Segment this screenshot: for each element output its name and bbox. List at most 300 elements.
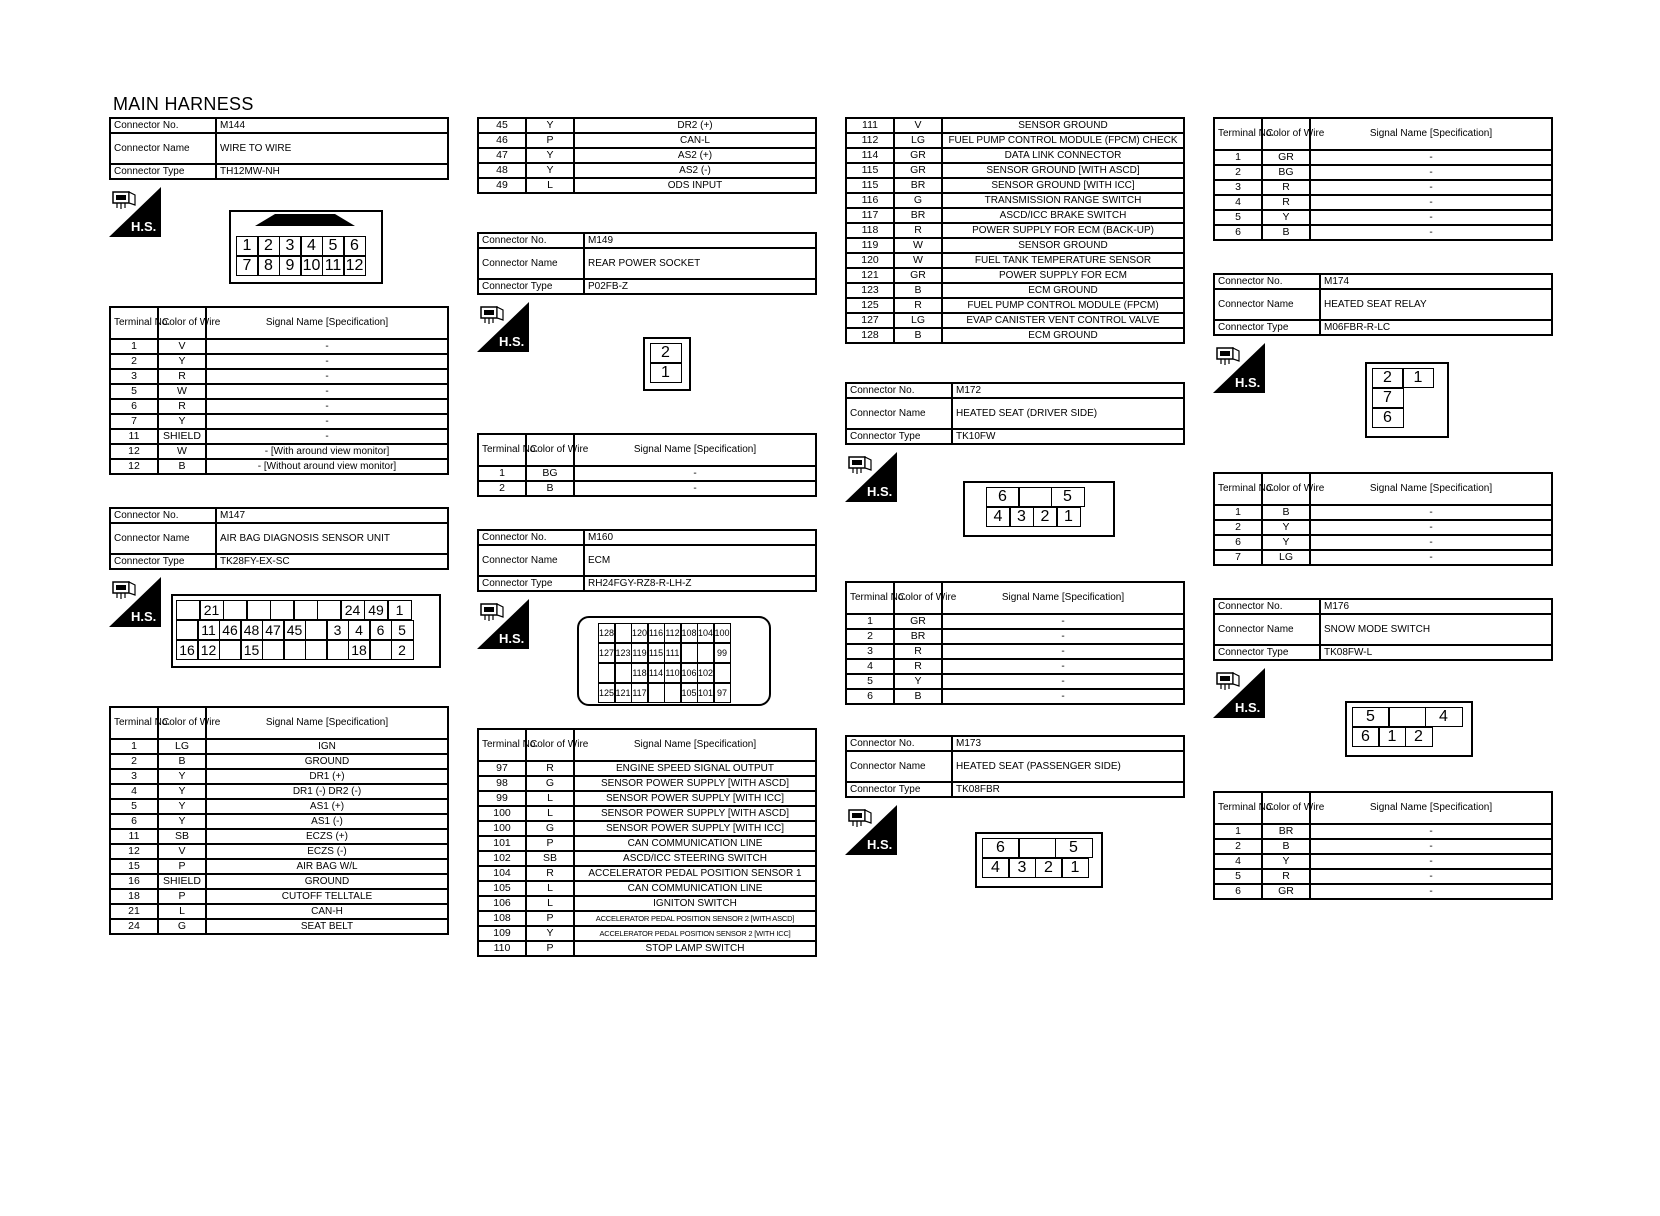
pin-cell: 128 [598, 623, 616, 643]
connector-info-m174 [1213, 273, 1553, 336]
color-cell: R [1262, 195, 1310, 210]
table-row [846, 674, 1184, 689]
table-row [1214, 839, 1552, 854]
column-1 [109, 117, 449, 935]
color-cell: P [158, 859, 206, 874]
table-row [478, 178, 816, 193]
connector-name-label: Connector Name [110, 133, 216, 164]
connector-no-label: Connector No. [846, 383, 952, 398]
pin-cell: 45 [283, 620, 306, 640]
signal-cell: - [With around view monitor] [206, 444, 448, 459]
signal-cell: - [942, 644, 1184, 659]
table-row [846, 178, 1184, 193]
pin-cell: 1 [1402, 368, 1434, 388]
terminal-cell: 11 [110, 829, 158, 844]
color-cell: Y [1262, 210, 1310, 225]
signal-cell: CUTOFF TELLTALE [206, 889, 448, 904]
color-cell: R [526, 761, 574, 776]
connector-type-value: RH24FGY-RZ8-R-LH-Z [584, 576, 816, 591]
connector-no-value: M149 [584, 233, 816, 248]
color-cell: W [894, 238, 942, 253]
pin-cell: 114 [647, 663, 665, 683]
table-row [110, 769, 448, 784]
color-cell: Y [1262, 520, 1310, 535]
table-row [110, 904, 448, 919]
table-row [110, 919, 448, 934]
color-cell: R [526, 866, 574, 881]
terminal-cell: 12 [110, 459, 158, 474]
color-cell: B [526, 481, 574, 496]
terminal-cell: 101 [478, 836, 526, 851]
signal-header: Signal Name [Specification] [1310, 473, 1552, 505]
terminal-cell: 2 [110, 754, 158, 769]
table-row [846, 238, 1184, 253]
connector-no-value: M173 [952, 736, 1184, 751]
signal-cell: FUEL PUMP CONTROL MODULE (FPCM) [942, 298, 1184, 313]
color-cell: BR [894, 629, 942, 644]
table-row [110, 444, 448, 459]
connector-name-value: HEATED SEAT (DRIVER SIDE) [952, 398, 1184, 429]
signal-cell: GROUND [206, 874, 448, 889]
pin-cell: 105 [680, 683, 698, 703]
pin-cell [176, 620, 199, 640]
svg-text:H.S.: H.S. [1235, 375, 1261, 390]
color-cell: BR [1262, 824, 1310, 839]
terminal-cell: 100 [478, 806, 526, 821]
terminal-cell: 112 [846, 133, 894, 148]
table-row [846, 614, 1184, 629]
table-row [110, 399, 448, 414]
column-3 [845, 117, 1185, 898]
pin-cell: 4 [300, 236, 323, 256]
color-cell: P [526, 836, 574, 851]
signal-cell: AS2 (-) [574, 163, 816, 178]
table-row [110, 799, 448, 814]
terminal-cell: 21 [110, 904, 158, 919]
terminal-cell: 2 [846, 629, 894, 644]
signal-cell: - [942, 614, 1184, 629]
signal-cell: - [206, 399, 448, 414]
signal-cell: - [1310, 824, 1552, 839]
terminal-header: Terminal No. [478, 434, 526, 466]
pin-cell: 123 [614, 643, 632, 663]
table-row [110, 859, 448, 874]
table-row [846, 223, 1184, 238]
terminal-cell: 7 [110, 414, 158, 429]
signal-cell: SENSOR GROUND [942, 238, 1184, 253]
pin-cell: 48 [240, 620, 263, 640]
color-cell: W [158, 444, 206, 459]
pin-cell: 6 [1352, 727, 1380, 747]
pin-cell: 4 [982, 858, 1010, 878]
table-row [478, 836, 816, 851]
connector-type-value: TK08FW-L [1320, 645, 1552, 660]
terminal-header: Terminal No. [1214, 473, 1262, 505]
pin-cell: 5 [1352, 707, 1390, 727]
signal-cell: GROUND [206, 754, 448, 769]
pin-cell: 6 [343, 236, 366, 256]
signal-cell: - [574, 481, 816, 496]
color-cell: Y [526, 118, 574, 133]
signal-header: Signal Name [Specification] [206, 707, 448, 739]
pin-cell: 6 [986, 487, 1020, 507]
pin-table-m176 [1213, 791, 1553, 900]
connector-type-label: Connector Type [846, 782, 952, 797]
pin-cell: 102 [697, 663, 715, 683]
signal-cell: FUEL TANK TEMPERATURE SENSOR [942, 253, 1184, 268]
color-cell: BG [526, 466, 574, 481]
color-cell: Y [526, 148, 574, 163]
color-cell: Y [158, 814, 206, 829]
color-cell: GR [1262, 884, 1310, 899]
signal-cell: SENSOR POWER SUPPLY [WITH ICC] [574, 821, 816, 836]
color-cell: Y [526, 926, 574, 941]
connector-name-label: Connector Name [478, 545, 584, 576]
connector-info-m160 [477, 529, 817, 592]
pin-cell: 6 [1372, 408, 1404, 428]
signal-cell: SENSOR GROUND [WITH ASCD] [942, 163, 1184, 178]
pin-cell: 119 [631, 643, 649, 663]
signal-cell: ACCELERATOR PEDAL POSITION SENSOR 2 [WITH ICC] [574, 926, 816, 941]
signal-header: Signal Name [Specification] [574, 434, 816, 466]
terminal-cell: 121 [846, 268, 894, 283]
color-cell: R [1262, 869, 1310, 884]
terminal-cell: 2 [110, 354, 158, 369]
color-cell: V [894, 118, 942, 133]
color-cell: Y [894, 674, 942, 689]
color-cell: Y [158, 769, 206, 784]
table-row [846, 659, 1184, 674]
connector-name-value: WIRE TO WIRE [216, 133, 448, 164]
terminal-cell: 46 [478, 133, 526, 148]
table-row [478, 896, 816, 911]
pin-cell [1018, 838, 1056, 858]
connector-no-value: M174 [1320, 274, 1552, 289]
color-header: Color of Wire [526, 434, 574, 466]
signal-cell: - [1310, 195, 1552, 210]
connector-face-m172 [963, 481, 1115, 537]
table-row [846, 133, 1184, 148]
signal-cell: DR2 (+) [574, 118, 816, 133]
pin-cell: 12 [197, 640, 220, 660]
terminal-cell: 118 [846, 223, 894, 238]
table-row [110, 459, 448, 474]
pin-cell: 7 [236, 256, 259, 276]
connector-name-value: AIR BAG DIAGNOSIS SENSOR UNIT [216, 523, 448, 554]
signal-cell: ENGINE SPEED SIGNAL OUTPUT [574, 761, 816, 776]
table-row [846, 268, 1184, 283]
terminal-cell: 116 [846, 193, 894, 208]
table-row [478, 821, 816, 836]
pin-cell [680, 643, 698, 663]
table-row [1214, 854, 1552, 869]
color-cell: R [894, 644, 942, 659]
pin-cell: 120 [631, 623, 649, 643]
pin-cell: 110 [664, 663, 682, 683]
pin-cell: 106 [680, 663, 698, 683]
pin-cell: 117 [631, 683, 649, 703]
pin-table-m147 [109, 706, 449, 935]
table-row [1214, 824, 1552, 839]
latch-icon [255, 210, 355, 228]
connector-no-label: Connector No. [478, 233, 584, 248]
connector-no-value: M160 [584, 530, 816, 545]
pin-cell: 2 [257, 236, 280, 256]
connector-no-label: Connector No. [478, 530, 584, 545]
terminal-header: Terminal No. [1214, 118, 1262, 150]
terminal-cell: 2 [1214, 839, 1262, 854]
signal-cell: SEAT BELT [206, 919, 448, 934]
color-cell: GR [1262, 150, 1310, 165]
pin-table-m174 [1213, 472, 1553, 566]
terminal-header: Terminal No. [110, 307, 158, 339]
signal-cell: - [206, 354, 448, 369]
color-cell: L [526, 881, 574, 896]
pin-cell [713, 663, 731, 683]
page-title: MAIN HARNESS [113, 94, 254, 114]
color-cell: R [158, 399, 206, 414]
signal-cell: - [206, 384, 448, 399]
color-header: Color of Wire [894, 582, 942, 614]
table-row [478, 163, 816, 178]
table-row [1214, 520, 1552, 535]
table-row [478, 881, 816, 896]
table-row [1214, 150, 1552, 165]
connector-type-value: TK08FBR [952, 782, 1184, 797]
terminal-cell: 11 [110, 429, 158, 444]
pin-cell: 1 [1378, 727, 1406, 747]
connector-name-label: Connector Name [110, 523, 216, 554]
color-cell: LG [158, 739, 206, 754]
terminal-cell: 4 [1214, 854, 1262, 869]
terminal-header: Terminal No. [478, 729, 526, 761]
connector-no-value: M144 [216, 118, 448, 133]
table-row [110, 354, 448, 369]
signal-header: Signal Name [Specification] [942, 582, 1184, 614]
color-header: Color of Wire [526, 729, 574, 761]
terminal-cell: 3 [110, 769, 158, 784]
table-row [110, 844, 448, 859]
pin-cell: 121 [614, 683, 632, 703]
color-cell: V [158, 339, 206, 354]
connector-type-value: M06FBR-R-LC [1320, 320, 1552, 335]
signal-cell: SENSOR POWER SUPPLY [WITH ASCD] [574, 806, 816, 821]
terminal-cell: 3 [110, 369, 158, 384]
table-row [846, 193, 1184, 208]
pin-cell: 1 [1056, 507, 1081, 527]
pin-cell: 127 [598, 643, 616, 663]
pin-table-m149 [477, 433, 817, 497]
connector-name-label: Connector Name [846, 751, 952, 782]
signal-cell: TRANSMISSION RANGE SWITCH [942, 193, 1184, 208]
connector-type-label: Connector Type [846, 429, 952, 444]
color-cell: G [894, 193, 942, 208]
pin-cell [1018, 487, 1052, 507]
connector-face-m160 [577, 616, 771, 706]
pin-cell [246, 600, 271, 620]
pin-cell: 2 [1405, 727, 1433, 747]
terminal-cell: 106 [478, 896, 526, 911]
terminal-cell: 5 [1214, 210, 1262, 225]
signal-cell: - [206, 339, 448, 354]
terminal-cell: 24 [110, 919, 158, 934]
color-header: Color of Wire [1262, 792, 1310, 824]
terminal-cell: 109 [478, 926, 526, 941]
pin-cell [283, 640, 306, 660]
pin-cell: 97 [713, 683, 731, 703]
pin-cell: 115 [647, 643, 665, 663]
signal-cell: - [942, 659, 1184, 674]
color-cell: V [158, 844, 206, 859]
pin-cell: 2 [650, 343, 682, 363]
svg-text:H.S.: H.S. [499, 334, 525, 349]
terminal-cell: 110 [478, 941, 526, 956]
table-row [110, 889, 448, 904]
connector-face-m144 [229, 210, 383, 284]
signal-cell: - [Without around view monitor] [206, 459, 448, 474]
signal-header: Signal Name [Specification] [206, 307, 448, 339]
color-cell: R [894, 223, 942, 238]
pin-cell: 47 [262, 620, 285, 640]
table-row [110, 429, 448, 444]
pin-table-m160 [477, 728, 817, 957]
harness-side-icon [477, 599, 529, 649]
table-row [110, 874, 448, 889]
color-header: Color of Wire [1262, 118, 1310, 150]
table-row [478, 791, 816, 806]
color-cell: B [894, 328, 942, 343]
pin-cell [262, 640, 285, 660]
signal-cell: SENSOR GROUND [WITH ICC] [942, 178, 1184, 193]
pin-cell: 2 [391, 640, 414, 660]
terminal-cell: 115 [846, 163, 894, 178]
terminal-cell: 1 [1214, 150, 1262, 165]
connector-no-label: Connector No. [1214, 274, 1320, 289]
signal-cell: - [942, 629, 1184, 644]
terminal-cell: 120 [846, 253, 894, 268]
pin-cell: 3 [326, 620, 349, 640]
terminal-cell: 128 [846, 328, 894, 343]
signal-cell: - [942, 674, 1184, 689]
signal-cell: - [1310, 520, 1552, 535]
connector-info-m144 [109, 117, 449, 180]
signal-cell: - [1310, 884, 1552, 899]
terminal-cell: 6 [1214, 225, 1262, 240]
color-header: Color of Wire [1262, 473, 1310, 505]
table-row [1214, 869, 1552, 884]
pin-cell [1388, 707, 1426, 727]
table-row [1214, 195, 1552, 210]
harness-side-icon [109, 577, 161, 627]
pin-cell: 112 [664, 623, 682, 643]
color-cell: LG [894, 133, 942, 148]
harness-side-icon [109, 187, 161, 237]
signal-cell: - [1310, 550, 1552, 565]
pin-cell [219, 640, 242, 660]
signal-cell: CAN-H [206, 904, 448, 919]
signal-cell: AS2 (+) [574, 148, 816, 163]
signal-cell: - [942, 689, 1184, 704]
table-row [110, 829, 448, 844]
connector-type-label: Connector Type [478, 576, 584, 591]
table-row [846, 328, 1184, 343]
color-cell: Y [158, 354, 206, 369]
connector-name-label: Connector Name [1214, 614, 1320, 645]
color-cell: P [526, 133, 574, 148]
signal-header: Signal Name [Specification] [1310, 792, 1552, 824]
connector-info-m149 [477, 232, 817, 295]
terminal-cell: 115 [846, 178, 894, 193]
connector-name-label: Connector Name [846, 398, 952, 429]
color-cell: B [1262, 505, 1310, 520]
pin-cell: 46 [219, 620, 242, 640]
connector-name-value: ECM [584, 545, 816, 576]
terminal-cell: 5 [110, 384, 158, 399]
pin-cell: 11 [322, 256, 345, 276]
pin-cell [697, 643, 715, 663]
pin-cell: 21 [199, 600, 224, 620]
connector-name-value: HEATED SEAT RELAY [1320, 289, 1552, 320]
color-cell: BR [894, 178, 942, 193]
color-cell: B [894, 283, 942, 298]
color-cell: G [526, 821, 574, 836]
table-row [1214, 884, 1552, 899]
table-row [478, 148, 816, 163]
connector-name-value: SNOW MODE SWITCH [1320, 614, 1552, 645]
pin-cell: 1 [236, 236, 259, 256]
signal-cell: - [206, 369, 448, 384]
terminal-cell: 2 [1214, 520, 1262, 535]
table-row [846, 283, 1184, 298]
table-row [1214, 210, 1552, 225]
terminal-header: Terminal No. [1214, 792, 1262, 824]
terminal-cell: 123 [846, 283, 894, 298]
signal-cell: ECZS (+) [206, 829, 448, 844]
table-row [110, 814, 448, 829]
pin-cell: 118 [631, 663, 649, 683]
color-header: Color of Wire [158, 707, 206, 739]
color-cell: R [894, 659, 942, 674]
table-row [478, 481, 816, 496]
table-row [110, 339, 448, 354]
pin-cell: 4 [1425, 707, 1463, 727]
color-cell: L [158, 904, 206, 919]
color-cell: SHIELD [158, 429, 206, 444]
pin-cell [664, 683, 682, 703]
svg-text:H.S.: H.S. [499, 631, 525, 646]
color-cell: B [158, 754, 206, 769]
signal-cell: - [1310, 839, 1552, 854]
signal-cell: ASCD/ICC BRAKE SWITCH [942, 208, 1184, 223]
pin-cell: 5 [322, 236, 345, 256]
terminal-cell: 98 [478, 776, 526, 791]
signal-cell: DR1 (+) [206, 769, 448, 784]
table-row [846, 313, 1184, 328]
terminal-cell: 6 [110, 399, 158, 414]
table-row [110, 384, 448, 399]
connector-face-m173 [975, 832, 1103, 888]
connector-type-value: P02FB-Z [584, 279, 816, 294]
connector-no-value: M176 [1320, 599, 1552, 614]
connector-name-value: HEATED SEAT (PASSENGER SIDE) [952, 751, 1184, 782]
pin-cell [305, 620, 328, 640]
pin-cell [614, 663, 632, 683]
signal-cell: ECZS (-) [206, 844, 448, 859]
connector-no-value: M147 [216, 508, 448, 523]
signal-cell: CAN COMMUNICATION LINE [574, 881, 816, 896]
terminal-cell: 125 [846, 298, 894, 313]
signal-cell: STOP LAMP SWITCH [574, 941, 816, 956]
